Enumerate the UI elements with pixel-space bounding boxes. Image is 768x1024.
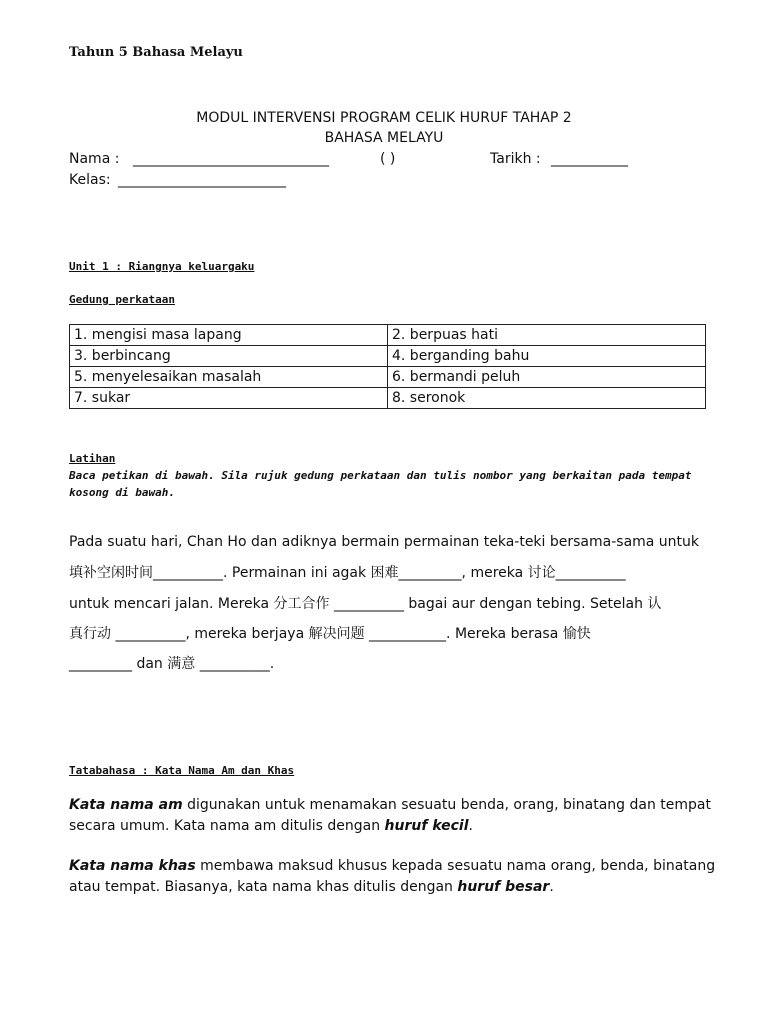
emphasis-huruf-besar: huruf besar xyxy=(457,879,550,895)
passage-line: 填补空闲时间__________. Permainan ini agak 困难_________, mereka 讨论__________ xyxy=(69,565,626,581)
latihan-title: Latihan xyxy=(69,452,116,465)
vocab-cell: 2. berpuas hati xyxy=(388,325,706,346)
vocab-table xyxy=(69,324,706,409)
vocab-cell: 3. berbincang xyxy=(70,346,388,367)
table-row xyxy=(70,346,706,367)
emphasis-huruf-kecil: huruf kecil xyxy=(384,818,469,834)
module-title: MODUL INTERVENSI PROGRAM CELIK HURUF TAHAP 2 xyxy=(196,110,572,126)
latihan-instruction-line: kosong di bawah. xyxy=(69,486,175,499)
grammar-title: Tatabahasa : Kata Nama Am dan Khas xyxy=(69,764,295,777)
tarikh-label: Tarikh : xyxy=(490,151,541,167)
vocab-cell: 8. seronok xyxy=(388,388,706,409)
grammar-text: secara umum. Kata nama am ditulis dengan xyxy=(69,818,385,834)
grammar-text: . xyxy=(549,879,554,895)
kelas-field[interactable]: ________________________ xyxy=(118,172,286,188)
section-title: Gedung perkataan xyxy=(69,293,175,306)
grammar-text: atau tempat. Biasanya, kata nama khas ditulis dengan xyxy=(69,879,458,895)
term-kata-nama-am: Kata nama am xyxy=(69,797,183,813)
grammar-text: . xyxy=(468,818,473,834)
vocab-cell: 7. sukar xyxy=(70,388,388,409)
vocab-cell: 1. mengisi masa lapang xyxy=(70,325,388,346)
tarikh-field[interactable]: ___________ xyxy=(551,151,628,167)
table-row xyxy=(70,388,706,409)
passage-line: Pada suatu hari, Chan Ho dan adiknya bermain permainan teka-teki bersama-sama untuk xyxy=(69,534,700,550)
grammar-paragraph xyxy=(69,795,711,837)
passage-line: untuk mencari jalan. Mereka 分工合作 __________ bagai aur dengan tebing. Setelah 认 xyxy=(69,596,662,612)
vocab-cell: 4. berganding bahu xyxy=(388,346,706,367)
nama-label: Nama : xyxy=(69,151,120,167)
vocab-cell: 5. menyelesaikan masalah xyxy=(70,367,388,388)
passage-line: 真行动 __________, mereka berjaya 解决问题 ___________. Mereka berasa 愉快 xyxy=(69,626,591,642)
grammar-text: digunakan untuk menamakan sesuatu benda, orang, binatang dan tempat xyxy=(182,797,711,813)
nama-field[interactable]: ____________________________ xyxy=(133,151,329,167)
grammar-paragraph xyxy=(69,856,715,898)
term-kata-nama-khas: Kata nama khas xyxy=(69,858,196,874)
unit-title: Unit 1 : Riangnya keluargaku xyxy=(69,260,255,273)
latihan-instruction-line: Baca petikan di bawah. Sila rujuk gedung perkataan dan tulis nombor yang berkaitan pada tempat xyxy=(69,469,692,482)
table-row xyxy=(70,367,706,388)
table-row xyxy=(70,325,706,346)
passage-line: _________ dan 满意 __________. xyxy=(69,656,275,672)
kelas-label: Kelas: xyxy=(69,172,111,188)
vocab-cell: 6. bermandi peluh xyxy=(388,367,706,388)
number-field[interactable]: ( ) xyxy=(380,151,396,167)
header-label: Tahun 5 Bahasa Melayu xyxy=(69,45,243,60)
subject-title: BAHASA MELAYU xyxy=(324,130,444,146)
grammar-text: membawa maksud khusus kepada sesuatu nama orang, benda, binatang xyxy=(195,858,716,874)
